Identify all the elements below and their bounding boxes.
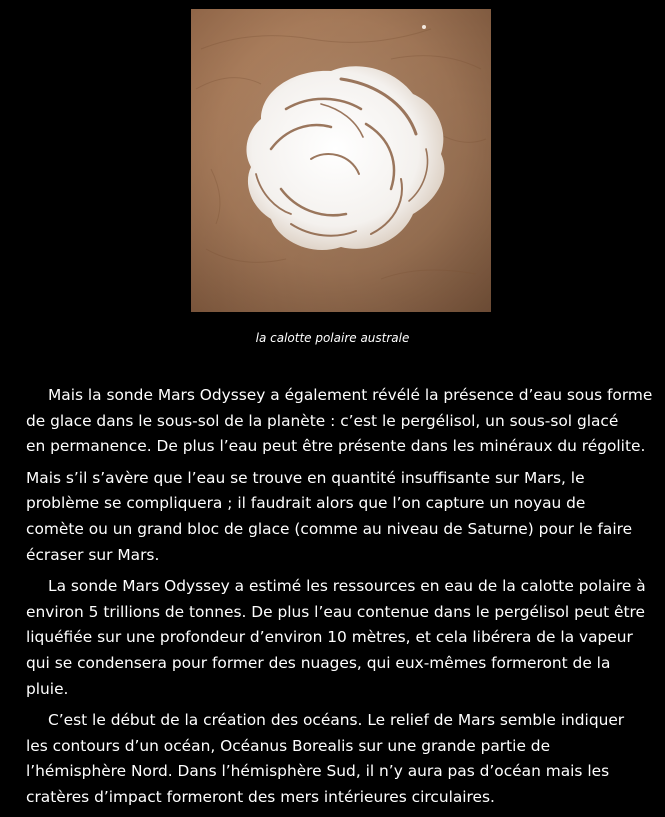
- text-line: Mais s’il s’avère que l’eau se trouve en quantité insuffisante sur Mars, le: [26, 468, 585, 487]
- mars-polar-cap-image: [191, 9, 491, 312]
- paragraph-1: [26, 383, 656, 460]
- paragraph-4: [26, 708, 656, 810]
- text-line: C’est le début de la création des océans. Le relief de Mars semble indiquer: [48, 711, 625, 730]
- text-line: environ 5 trillions de tonnes. De plus l’eau contenue dans le pergélisol peut être: [26, 602, 645, 621]
- text-line: qui se condensera pour former des nuages, qui eux-mêmes formeront de la: [26, 653, 611, 672]
- text-line: Mais la sonde Mars Odyssey a également révélé la présence d’eau sous forme: [48, 386, 653, 404]
- text-line: l’hémisphère Nord. Dans l’hémisphère Sud, il n’y aura pas d’océan mais les: [26, 762, 610, 781]
- text-line: La sonde Mars Odyssey a estimé les ressources en eau de la calotte polaire à: [48, 577, 646, 596]
- text-line: pluie.: [26, 679, 69, 698]
- text-line: les contours d’un océan, Océanus Borealis sur une grande partie de: [26, 736, 551, 755]
- text-line: problème se compliquera ; il faudrait alors que l’on capture un noyau de: [26, 494, 586, 513]
- paragraph-2: [26, 466, 656, 568]
- text-line: de glace dans le sous-sol de la planète : c’est le pergélisol, un sous-sol glacé: [26, 411, 619, 430]
- text-line: écraser sur Mars.: [26, 545, 160, 564]
- text-line: comète ou un grand bloc de glace (comme au niveau de Saturne) pour le faire: [26, 519, 633, 538]
- article-body: [26, 383, 656, 817]
- text-line: liquéfiée sur une profondeur d’environ 10 mètres, et cela libérera de la vapeur: [26, 628, 633, 647]
- paragraph-3: [26, 574, 656, 702]
- figure-caption: la calotte polaire australe: [255, 331, 410, 345]
- text-line: cratères d’impact formeront des mers intérieures circulaires.: [26, 787, 495, 806]
- text-line: en permanence. De plus l’eau peut être présente dans les minéraux du régolite.: [26, 437, 646, 456]
